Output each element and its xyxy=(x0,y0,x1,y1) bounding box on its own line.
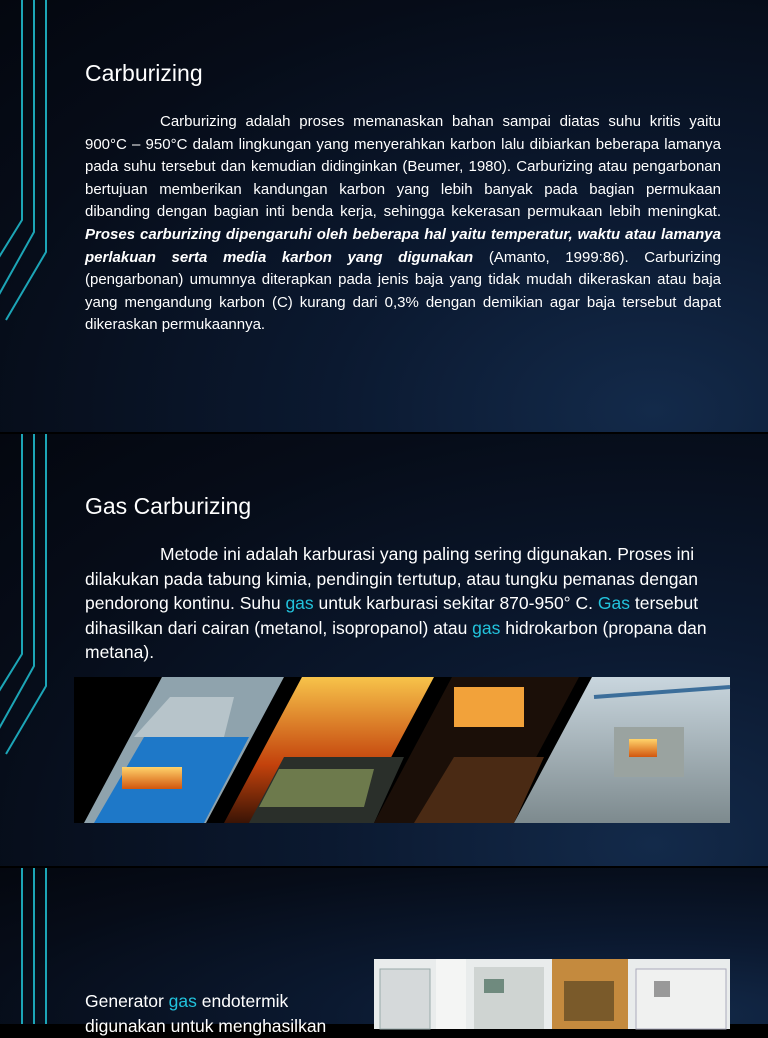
furnace-photo-gallery xyxy=(74,677,730,823)
generator-equipment-photo xyxy=(374,959,730,1029)
body-paragraph xyxy=(85,542,721,665)
keyword-gas: gas xyxy=(472,617,501,638)
text-segment: untuk karburasi sekitar 870-950° C. xyxy=(313,593,598,613)
circuit-decoration xyxy=(0,434,60,866)
slide-title: Gas Carburizing xyxy=(85,493,252,519)
body-paragraph xyxy=(85,111,721,337)
slide-endothermic-generator xyxy=(0,868,768,1036)
slide-body xyxy=(85,989,375,1038)
keyword-gas: Gas xyxy=(597,593,631,613)
slide-carburizing xyxy=(0,0,768,432)
slide-body xyxy=(85,542,721,665)
paragraph-lead: Carburizing adalah proses memanaskan bahan sampai diatas suhu kritis yaitu 900°C – 950°C dalam lingkungan yang menyerahkan karbon lalu dibiarkan beberapa lamanya pada suhu tersebut dan kemudian didinginkan (Beumer, 1980). Carburizing atau pengarbonan bertujuan memberikan kandungan karbon yang lebih banyak pada bagian permukaan dibanding dengan bagian inti benda kerja, sehingga kekerasan permukaan lebih meningkat. xyxy=(85,113,721,221)
body-paragraph xyxy=(85,989,375,1038)
slide-title: Carburizing xyxy=(85,60,203,86)
keyword-gas: gas xyxy=(285,593,314,613)
circuit-decoration xyxy=(0,868,60,1024)
slide-body xyxy=(85,111,721,337)
text-segment: Metode ini adalah karburasi yang paling sering digunakan. Proses ini dilakukan pada tabung kimia, pendingin tertutup, atau tungku pemanas dengan pendorong kontinu. Suhu xyxy=(85,544,698,613)
text-segment: endotermik xyxy=(196,991,289,1011)
text-segment: digunakan untuk menghasilkan xyxy=(85,1015,327,1036)
furnace-photos xyxy=(74,677,730,823)
emphasized-text: Proses carburizing dipengaruhi oleh beberapa hal yaitu temperatur, waktu atau lamanya perlakuan serta media karbon yang digunakan xyxy=(85,225,721,266)
paragraph-tail: (Amanto, 1999:86). Carburizing (pengarbonan) umumnya diterapkan pada jenis baja yang tidak mudah dikeraskan atau baja yang mengandung karbon (C) kurang dari 0,3% dengan demikian agar baja tersebut dapat dikeraskan permukaannya. xyxy=(85,248,721,334)
text-segment: tersebut dihasilkan dari cairan (metanol, isopropanol) atau xyxy=(85,593,699,638)
keyword-gas: gas xyxy=(168,991,197,1011)
text-segment: hidrokarbon (propana dan metana). xyxy=(85,617,707,662)
text-segment: Generator xyxy=(85,991,169,1011)
slide-gas-carburizing xyxy=(0,434,768,866)
circuit-decoration xyxy=(0,0,60,432)
